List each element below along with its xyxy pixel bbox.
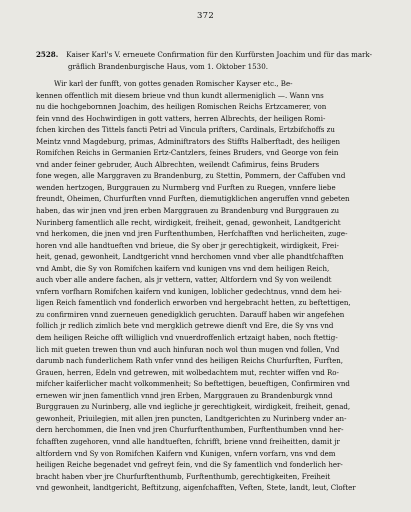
text-line: vnd herkomen, die jnen vnd jren Furftenthumben, Herfchafften vnd herlicheiten, zuge-	[36, 229, 348, 239]
text-line: gewonheit, Priuilegien, mit allen jren puncten, Landtgerichten zu Nurinberg vnder an-	[36, 413, 347, 423]
text-line: freundt, Oheimen, Churfurften vnnd Furften, diemutigklichen angeruffen vnnd gebeten	[36, 194, 350, 204]
text-line: darumb nach funderlichem Rath vnfer vnnd des heiligen Reichs Churfurften, Furften,	[36, 356, 344, 366]
heading-text-1: Kaiser Karl's V. erneuete Confirmation für den Kurfürsten Joachim und für das mark-	[66, 50, 373, 59]
text-line: Wir karl der funfft, von gottes genaden Romischer Kayser etc., Be-	[54, 79, 293, 88]
text-line: altfordern vnd Sy von Romifchen Kaifern vnd Kunigen, vnfern vorfarn, vns vnd dem	[36, 448, 336, 458]
text-line: lich mit gueten trewen thun vnd auch hinfuran noch wol thun mugen vnd follen, Vnd	[36, 344, 340, 354]
text-line: ernewen wir jnen famentlich vnnd jren Erben, Marggrauen zu Brandenburgk vnnd	[36, 390, 333, 400]
text-line: bracht haben vber jre Churfurftenthumb, Furftenthumb, gerechtigkeiten, Freiheit	[36, 471, 331, 481]
text-line: follich jr redlich zimlich bete vnd mergklich getrewe dienft vnd Ere, die Sy vns vnd	[36, 321, 334, 331]
text-line: heit, genad, gewonheit, Landtgericht vnnd herchomen vnnd vber alle phandtfchafften	[36, 252, 344, 262]
text-line: Romifchen Reichs in Germanien Ertz-Cantzlers, feines Bruders, vnd George von fein	[36, 148, 339, 158]
heading-line-2: gräflich Brandenburgische Haus, vom 1. Oktober 1530.	[68, 62, 268, 71]
text-line: haben, das wir jnen vnd jren erben Marggrauen zu Brandenburg vnd Burggrauen zu	[36, 206, 340, 216]
text-line: fein vnnd des Hochwirdigen in gott vatters, herren Albrechts, der heiligen Romi-	[36, 113, 326, 123]
text-line: fchen kirchen des Tittels fancti Petri ad Vincula prifters, Cardinals, Ertzbifchoffs zu	[36, 125, 335, 135]
text-line: Nurinberg famentlich alle recht, wirdigkeit, freiheit, genad, gewonheit, Landtgericht	[36, 217, 341, 227]
text-line: fone wegen, alle Marggraven zu Brandenburg, zu Stettin, Pommern, der Caffuben vnd	[36, 171, 346, 181]
page-number: 372	[196, 11, 215, 21]
document-heading	[36, 49, 392, 73]
text-line: vnd gewonheit, landtgericht, Beftitzung, aigenfchafften, Veften, Stete, landt, leut, Clofter	[36, 483, 356, 493]
text-line: wenden hertzogen, Burggrauen zu Nurmberg vnd Furften zu Ruegen, vnnfere liebe	[36, 182, 336, 192]
text-line: mifcher kaiferlicher macht volkommenheit; So beftettigen, beueftigen, Confirmiren vnd	[36, 379, 350, 389]
text-line: vnfern vorfharn Romifchen kaifern vnd kunigen, loblicher gedechtnus, vnnd dem hei-	[36, 286, 342, 296]
text-line: horen vnd alle handtueften vnd brieue, die Sy ober jr gerechtigkeit, wirdigkeit, Frei-	[36, 240, 339, 250]
heading-line-1	[36, 49, 392, 61]
text-line: dern herchommen, die Inen vnd jren Churfurftenthumben, Furftenthumben vnnd her-	[36, 425, 344, 435]
document-number: 2528.	[36, 50, 59, 59]
text-line: zu confirmiren vnnd zuerneuen genedigklich geruchten. Darauff haben wir angefehen	[36, 309, 345, 319]
text-line: auch vber alle andere fachen, als jr vettern, vatter, Altfordern vnd Sy von weilendt	[36, 275, 332, 285]
text-line: fchafften zugehoren, vnnd alle handtueften, fchrifft, briene vnnd freiheitten, damit jr	[36, 436, 340, 446]
text-line: Burggrauen zu Nurinberg, alle vnd iegliche jr gerechtigkeit, wirdigkeit, freiheit, genad,	[36, 402, 351, 412]
text-line: vnd Ambt, die Sy von Romifchen kaifern vnd kunigen vns vnd dem heiligen Reich,	[36, 263, 330, 273]
text-line: Grauen, herren, Edeln vnd getrewen, mit wolbedachtem mut, rechter wiffen vnd Ro-	[36, 367, 339, 377]
text-line: ligen Reich famentlich vnd fonderlich erworben vnd hergebracht hetten, zu beftettigen,	[36, 298, 351, 308]
text-line: heiligen Reiche begenadet vnd gefreyt fein, vnd die Sy famentlich vnd fonderlich her-	[36, 460, 343, 470]
text-line: Meintz vnnd Magdeburg, primas, Adminiftrators des Stiffts Halberftadt, des heiligen	[36, 136, 341, 146]
text-line: nu die hochgebornnen Joachim, des heiligen Romischen Reichs Ertzcamerer, von	[36, 102, 327, 112]
text-line: dem heiligen Reiche offt williglich vnd vnuerdroffenlich ertzaigt haben, noch ftettig-	[36, 333, 338, 343]
document-body	[36, 78, 394, 494]
text-line: kennen offentlich mit diesem brieue vnd thun kundt allermeniglich —. Wann vns	[36, 90, 324, 100]
text-line: vnd ander feiner gebruder, Auch Albrechten, weilendt Cafimirus, feins Bruders	[36, 159, 320, 169]
